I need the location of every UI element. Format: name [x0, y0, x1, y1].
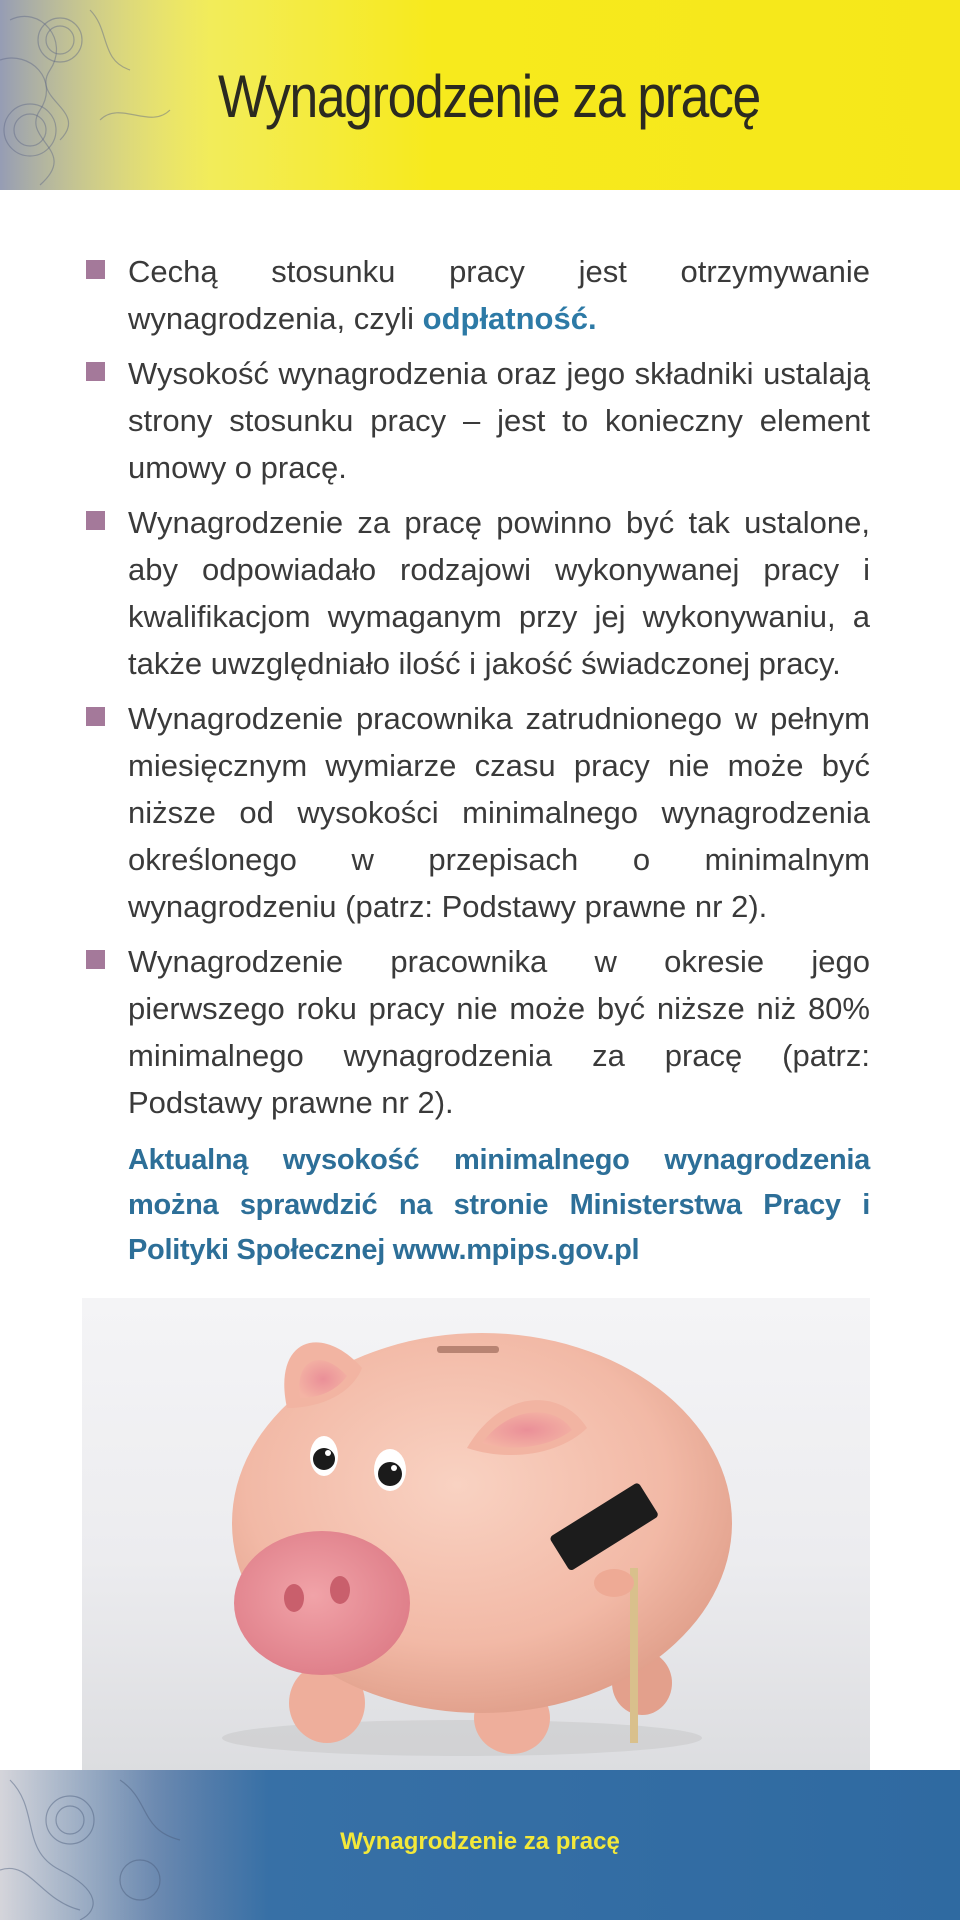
list-item-text: Wynagrodzenie pracownika w okresie jego pierwszego roku pracy nie może być niższe niż 80% minimalnego wynagrodzenia za pracę (patrz: Podstawy prawne nr 2). [128, 944, 870, 1120]
bullet-square-icon [86, 260, 105, 279]
list-item [84, 499, 870, 687]
list-item [84, 695, 870, 930]
list-item-text: Wynagrodzenie pracownika zatrudnionego w pełnym miesięcznym wymiarze czasu pracy nie może być niższe od wysokości minimalnego wynagrodzenia określonego w przepisach o minimalnym wynagrodzeniu (patrz: Podstawy prawne nr 2). [128, 701, 870, 924]
list-item [84, 248, 870, 342]
header-banner [0, 0, 960, 190]
highlight-term: odpłatność. [422, 301, 597, 336]
footer-label: Wynagrodzenie za pracę [340, 1828, 620, 1855]
page-title: Wynagrodzenie za pracę [218, 63, 760, 130]
banknote-pattern-icon [0, 0, 220, 190]
list-item-text: Wynagrodzenie za pracę powinno być tak ustalone, aby odpowiadało rodzajowi wykonywanej pracy i kwalifikacjom wymaganym przy jej wykonywaniu, a także uwzględniało ilość i jakość świadczonej pracy. [128, 505, 870, 681]
list-item-text: Wysokość wynagrodzenia oraz jego składniki ustalają strony stosunku pracy – jest to konieczny element umowy o pracę. [128, 356, 870, 485]
bullet-list [84, 248, 870, 1273]
piggy-bank-icon [82, 1298, 870, 1772]
piggy-bank-photo [82, 1298, 870, 1772]
bullet-square-icon [86, 707, 105, 726]
footer-banner [0, 1770, 960, 1920]
bullet-square-icon [86, 950, 105, 969]
minimum-wage-note: Aktualną wysokość minimalnego wynagrodzenia można sprawdzić na stronie Ministerstwa Pracy i Polityki Społecznej www.mpips.gov.pl [128, 1144, 870, 1266]
list-item [84, 350, 870, 491]
bullet-square-icon [86, 511, 105, 530]
bullet-square-icon [86, 362, 105, 381]
list-item-text: Cechą stosunku pracy jest otrzymywanie wynagrodzenia, czyli [128, 254, 870, 336]
list-item [84, 938, 870, 1126]
